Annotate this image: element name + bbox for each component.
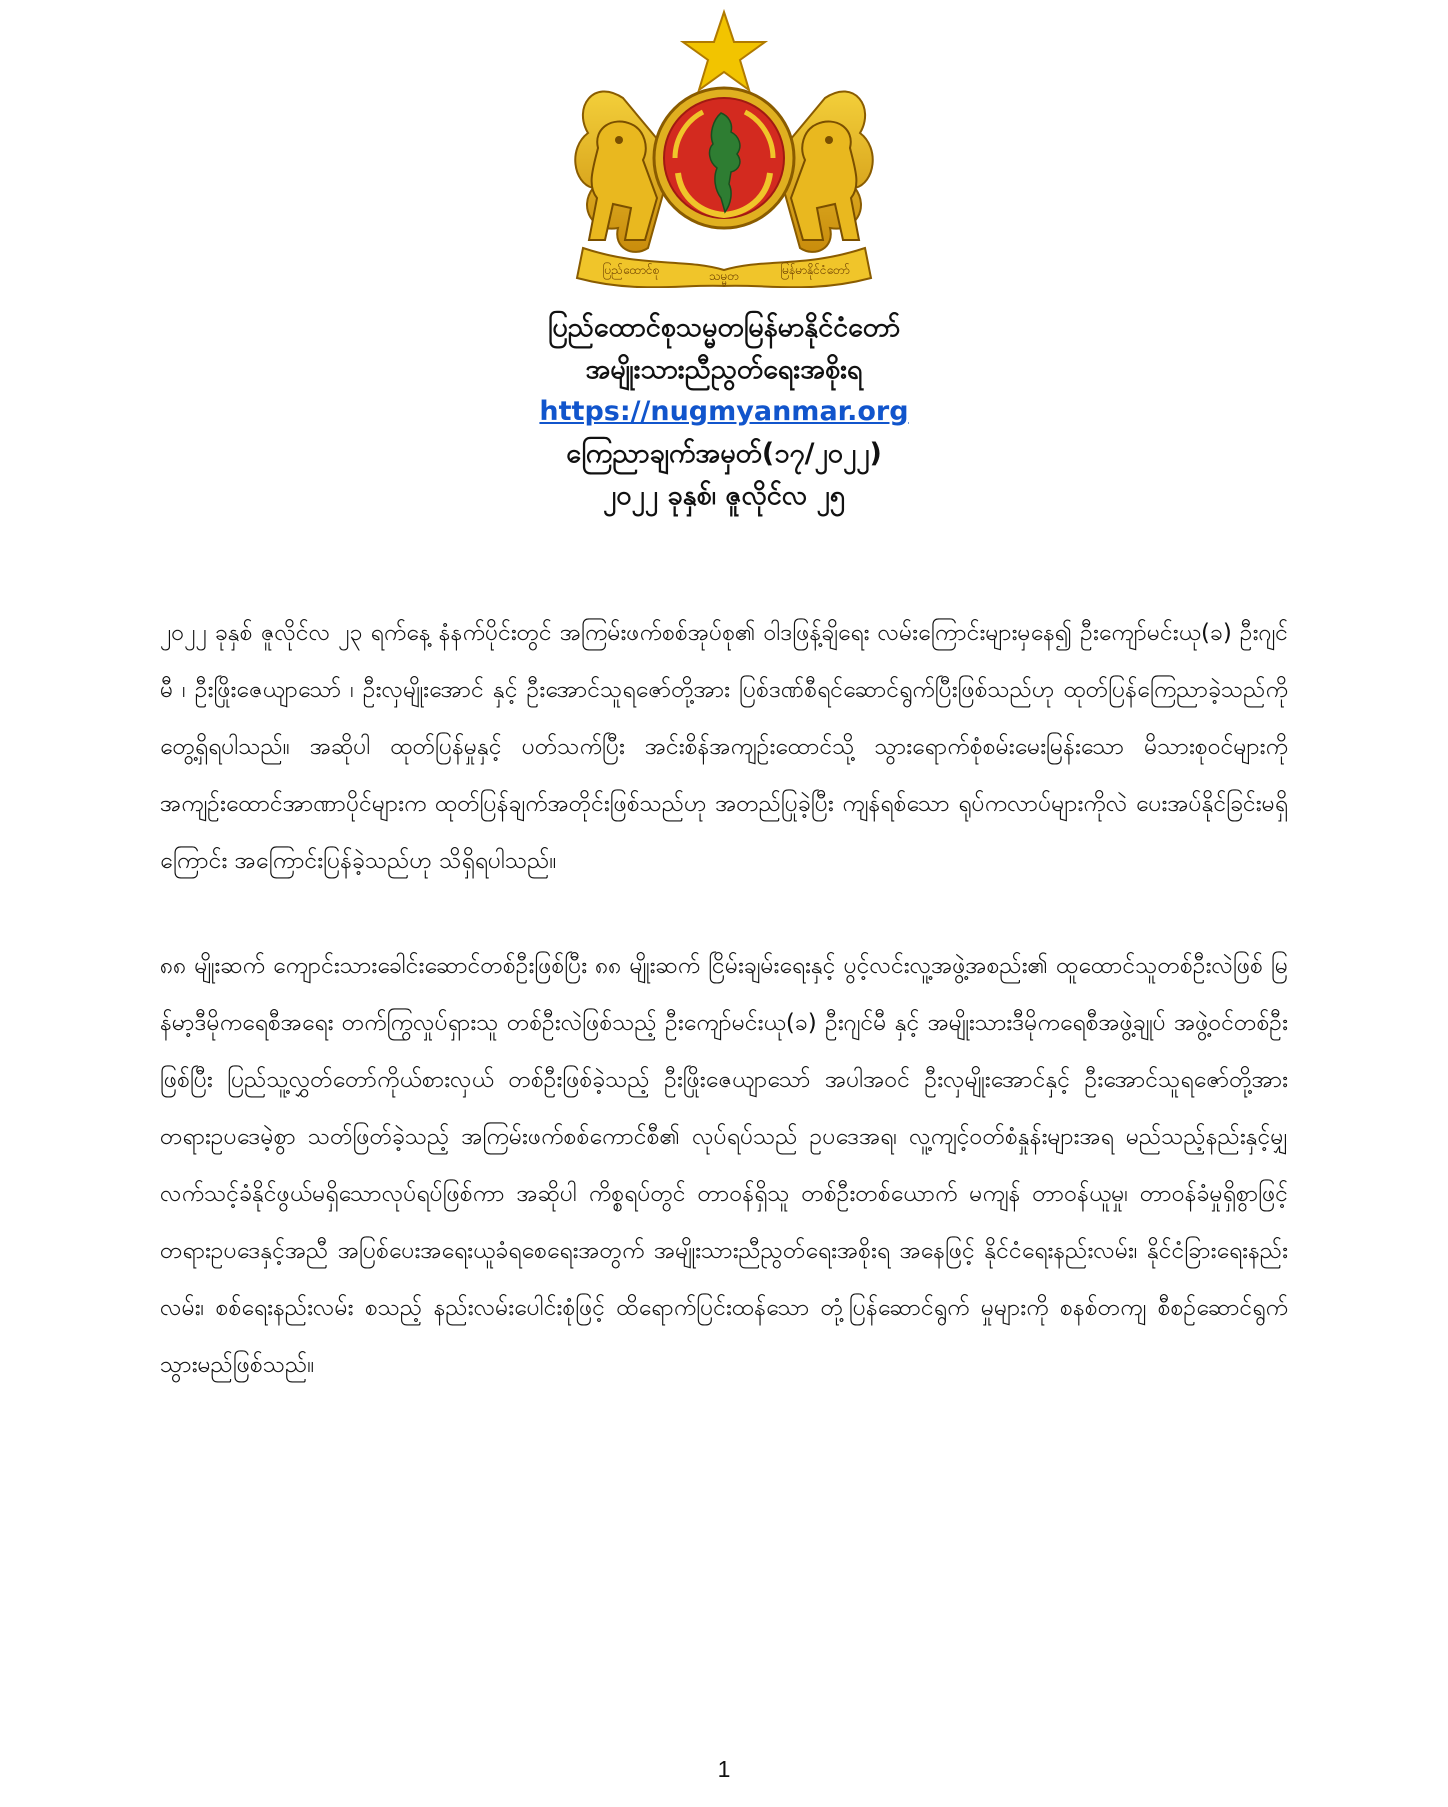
statement-date: ၂၀၂၂ ခုနှစ်၊ ဇူလိုင်လ ၂၅ [603,480,845,511]
emblem-label-left: ပြည်ထောင်စု [602,263,660,277]
state-emblem [553,8,895,288]
website-link[interactable]: https://nugmyanmar.org [539,396,909,427]
government-name: ပြည်ထောင်စုသမ္မတမြန်မာနိုင်ငံတော် [547,312,901,343]
document-header [0,308,1448,518]
issuing-body: အမျိုးသားညီညွတ်ရေးအစိုးရ [585,354,863,385]
statement-body [160,605,1288,1394]
statement-number: ကြေညာချက်အမှတ်(၁၇/၂၀၂၂) [566,438,882,469]
paragraph-2: ၈၈ မျိုးဆက် ကျောင်းသားခေါင်းဆောင်တစ်ဦးဖြစ်ပြီး ၈၈ မျိုးဆက် ငြိမ်းချမ်းရေးနှင့် ပွင့်လင်းလူ့အဖွဲ့အစည်း၏ ထူထောင်သူတစ်ဦးလဲဖြစ် မြန်မာ့ဒီမိုကရေစီအရေး တက်ကြွလှုပ်ရှားသူ တစ်ဦးလဲဖြစ်သည့် ဦးကျော်မင်းယု(ခ) ဦးဂျင်မီ နှင့် အမျိုးသားဒီမိုကရေစီအဖွဲ့ချုပ် အဖွဲ့ဝင်တစ်ဦးဖြစ်ပြီး ပြည်သူ့လွှတ်တော်ကိုယ်စားလှယ် တစ်ဦးဖြစ်ခဲ့သည့် ဦးဖြိုးဇေယျာသော် အပါအဝင် ဦးလှမျိုးအောင်နှင့် ဦးအောင်သူရဇော်တို့အား တရားဥပဒေမဲ့စွာ သတ်ဖြတ်ခဲ့သည့် အကြမ်းဖက်စစ်ကောင်စီ၏ လုပ်ရပ်သည် ဥပဒေအရ၊ လူ့ကျင့်ဝတ်စံနှုန်းများအရ မည်သည့်နည်းနှင့်မျှ လက်သင့်ခံနိုင်ဖွယ်မရှိသောလုပ်ရပ်ဖြစ်ကာ အဆိုပါ ကိစ္စရပ်တွင် တာဝန်ရှိသူ တစ်ဦးတစ်ယောက် မကျန် တာဝန်ယူမှု၊ တာဝန်ခံမှုရှိစွာဖြင့် တရားဥပဒေနှင့်အညီ အပြစ်ပေးအရေးယူခံရစေရေးအတွက် အမျိုးသားညီညွတ်ရေးအစိုးရ အနေဖြင့် နိုင်ငံရေးနည်းလမ်း၊ နိုင်ငံခြားရေးနည်းလမ်း၊ စစ်ရေးနည်းလမ်း စသည့် နည်းလမ်းပေါင်းစုံဖြင့် ထိရောက်ပြင်းထန်သော တုံ့ပြန်ဆောင်ရွက် မှုများကို စနစ်တကျ စီစဉ်ဆောင်ရွက် သွားမည်ဖြစ်သည်။ [160,953,1288,1378]
paragraph-1: ၂၀၂၂ ခုနှစ် ဇူလိုင်လ ၂၃ ရက်နေ့ နံနက်ပိုင်းတွင် အကြမ်းဖက်စစ်အုပ်စု၏ ဝါဒဖြန့်ချိရေး လမ်းကြောင်းများမှနေ၍ ဦးကျော်မင်းယု(ခ) ဦးဂျင်မီ ၊ ဦးဖြိုးဇေယျာသော် ၊ ဦးလှမျိုးအောင် နှင့် ဦးအောင်သူရဇော်တို့အား ပြစ်ဒဏ်စီရင်ဆောင်ရွက်ပြီးဖြစ်သည်ဟု ထုတ်ပြန်ကြေညာခဲ့သည်ကို တွေ့ရှိရပါသည်။ အဆိုပါ ထုတ်ပြန်မှုနှင့် ပတ်သက်ပြီး အင်းစိန်အကျဉ်းထောင်သို့ သွားရောက်စုံစမ်းမေးမြန်းသော မိသားစုဝင်များကို အကျဉ်းထောင်အာဏာပိုင်များက ထုတ်ပြန်ချက်အတိုင်းဖြစ်သည်ဟု အတည်ပြုခဲ့ပြီး ကျန်ရစ်သော ရုပ်ကလာပ်များကိုလဲ ပေးအပ်နိုင်ခြင်းမရှိကြောင်း အကြောင်းပြန်ခဲ့သည်ဟု သိရှိရပါသည်။ [160,620,1288,874]
emblem-label-center: သမ္မတ [708,269,740,283]
star-icon [683,12,765,90]
page-number: 1 [717,1756,731,1782]
emblem-label-right: မြန်မာနိုင်ငံတော် [780,263,850,277]
